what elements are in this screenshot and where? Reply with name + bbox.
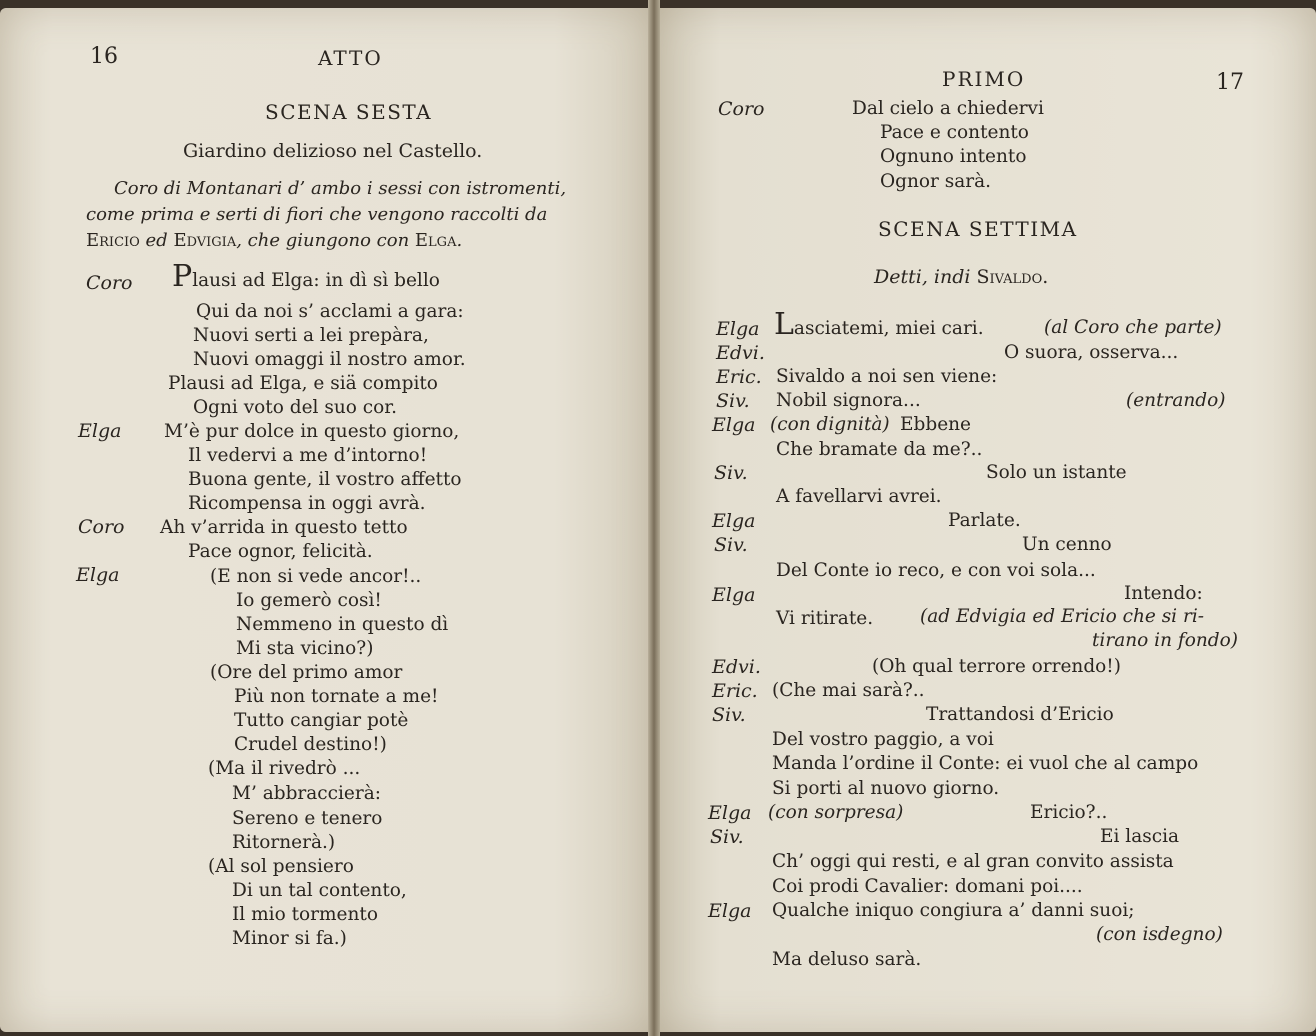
- speaker-siv: Siv.: [716, 390, 750, 412]
- speaker-elga: Elga: [78, 420, 122, 442]
- verse-line: Plausi ad Elga, e siä compito: [168, 373, 438, 394]
- verse-line: (Ore del primo amor: [210, 662, 403, 683]
- verse-text: lausi ad Elga: in dì sì bello: [192, 270, 440, 291]
- stage-direction: (entrando): [1126, 390, 1226, 411]
- verse-line: Di un tal contento,: [232, 880, 407, 901]
- verse-line: Ognor sarà.: [880, 171, 992, 192]
- speaker-siv: Siv.: [714, 534, 748, 556]
- verse-line: Nuovi serti a lei prepàra,: [193, 325, 429, 346]
- scene-setting: Giardino delizioso nel Castello.: [183, 140, 483, 162]
- stage-direction: (con dignità): [770, 414, 890, 435]
- drop-cap: L: [774, 307, 794, 342]
- speaker-elga: Elga: [712, 510, 756, 532]
- verse-line: Nemmeno in questo dì: [236, 614, 449, 635]
- verse-line: Ogni voto del suo cor.: [193, 397, 397, 418]
- right-page-number: 17: [1216, 70, 1244, 95]
- verse-line: Manda l’ordine il Conte: ei vuol che al campo: [772, 753, 1199, 774]
- speaker-siv: Siv.: [714, 462, 748, 484]
- book-gutter: [648, 0, 660, 1036]
- verse-line: Ricompensa in oggi avrà.: [188, 493, 426, 514]
- verse-line: Un cenno: [1022, 534, 1112, 555]
- stage-name-ericio: Ericio: [86, 230, 140, 251]
- verse-line: Buona gente, il vostro affetto: [188, 469, 462, 490]
- stage-name-elga: Elga: [414, 230, 457, 251]
- verse-line: (Oh qual terrore orrendo!): [872, 656, 1121, 677]
- stage-direction-che-giungono: , che giungono con: [236, 230, 415, 251]
- speaker-coro: Coro: [718, 98, 765, 120]
- verse-line: Più non tornate a me!: [234, 686, 439, 707]
- speaker-coro: Coro: [86, 272, 133, 294]
- stage-direction-line1: Coro di Montanari d’ ambo i sessi con istromenti,: [114, 178, 567, 199]
- verse-line: A favellarvi avrei.: [776, 486, 942, 507]
- speaker-elga: Elga: [712, 584, 756, 606]
- stage-direction-period: .: [456, 230, 463, 251]
- verse-line: [172, 259, 440, 294]
- speaker-eric: Eric.: [712, 680, 758, 702]
- left-page-number: 16: [90, 44, 118, 69]
- stage-direction: (con isdegno): [1096, 924, 1223, 945]
- stage-direction-line2: come prima e serti di fiori che vengono raccolti da: [86, 204, 548, 225]
- verse-line: Ch’ oggi qui resti, e al gran convito assista: [772, 851, 1174, 872]
- verse-line: (E non si vede ancor!..: [210, 566, 422, 587]
- verse-line: (Ma il rivedrò ...: [208, 758, 361, 779]
- verse-text: asciatemi, miei cari.: [793, 318, 984, 339]
- verse-line: Intendo:: [1124, 583, 1203, 604]
- verse-line: Ritornerà.): [232, 832, 336, 853]
- verse-line: Pace e contento: [880, 122, 1029, 143]
- drop-cap: P: [172, 259, 193, 294]
- verse-line: Ebbene: [900, 414, 972, 435]
- verse-line: Pace ognor, felicità.: [188, 541, 373, 562]
- verse-line: Il vedervi a me d’intorno!: [188, 445, 428, 466]
- stage-name-edvigia: Edvigia: [173, 230, 237, 251]
- verse-line: (Che mai sarà?..: [772, 680, 925, 701]
- stage-direction: tirano in fondo): [1092, 630, 1238, 651]
- speaker-siv: Siv.: [712, 704, 746, 726]
- verse-line: Del vostro paggio, a voi: [772, 729, 994, 750]
- stage-direction: (con sorpresa): [768, 802, 904, 823]
- verse-line: Ericio?..: [1030, 802, 1108, 823]
- verse-line: Coi prodi Cavalier: domani poi....: [772, 876, 1083, 897]
- verse-line: Ma deluso sarà.: [772, 949, 922, 970]
- verse-line: Sivaldo a noi sen viene:: [776, 366, 998, 387]
- scene-title-settima: SCENA SETTIMA: [878, 217, 1078, 241]
- scene-title-sesta: SCENA SESTA: [265, 100, 433, 124]
- verse-line: Crudel destino!): [234, 734, 387, 755]
- cast-period: .: [1042, 266, 1049, 288]
- verse-line: M’è pur dolce in questo giorno,: [164, 421, 460, 442]
- speaker-elga: Elga: [76, 564, 120, 586]
- verse-line: [774, 307, 984, 342]
- verse-line: Tutto cangiar potè: [234, 710, 409, 731]
- verse-line: Che bramate da me?..: [776, 439, 983, 460]
- verse-line: Nuovi omaggi il nostro amor.: [193, 349, 466, 370]
- verse-line: (Al sol pensiero: [208, 856, 354, 877]
- verse-line: Del Conte io reco, e con voi sola...: [776, 560, 1096, 581]
- verse-line: Dal cielo a chiedervi: [852, 98, 1044, 119]
- verse-line: Vi ritirate.: [776, 608, 874, 629]
- speaker-coro: Coro: [78, 516, 125, 538]
- stage-direction: (al Coro che parte): [1044, 317, 1222, 338]
- verse-line: Il mio tormento: [232, 904, 378, 925]
- verse-line: Nobil signora...: [776, 390, 921, 411]
- cast-detti: Detti, indi: [874, 266, 977, 288]
- verse-line: Ah v’arrida in questo tetto: [160, 517, 408, 538]
- verse-line: Qui da noi s’ acclami a gara:: [196, 301, 464, 322]
- verse-line: Parlate.: [948, 510, 1021, 531]
- speaker-edvi: Edvi.: [716, 342, 765, 364]
- right-running-head: PRIMO: [942, 67, 1026, 91]
- verse-line: Solo un istante: [986, 462, 1127, 483]
- speaker-elga: Elga: [716, 318, 760, 340]
- speaker-edvi: Edvi.: [712, 656, 761, 678]
- speaker-siv: Siv.: [710, 826, 744, 848]
- verse-line: Io gemerò così!: [236, 590, 382, 611]
- verse-line: M’ abbraccierà:: [232, 783, 381, 804]
- verse-line: Minor si fa.): [232, 928, 347, 949]
- verse-line: O suora, osserva...: [1004, 342, 1179, 363]
- speaker-elga: Elga: [708, 802, 752, 824]
- verse-line: Ognuno intento: [880, 146, 1027, 167]
- stage-direction-line3: [86, 230, 462, 251]
- verse-line: Qualche iniquo congiura a’ danni suoi;: [772, 900, 1135, 921]
- left-running-head: ATTO: [318, 46, 383, 70]
- speaker-eric: Eric.: [716, 366, 762, 388]
- verse-line: Trattandosi d’Ericio: [926, 704, 1114, 725]
- verse-line: Sereno e tenero: [232, 808, 383, 829]
- scene-cast: [874, 266, 1048, 288]
- speaker-elga: Elga: [708, 900, 752, 922]
- verse-line: Si porti al nuovo giorno.: [772, 778, 1000, 799]
- speaker-elga: Elga: [712, 414, 756, 436]
- stage-direction-ed: ed: [139, 230, 174, 251]
- cast-sivaldo: Sivaldo: [976, 266, 1043, 288]
- stage-direction: (ad Edvigia ed Ericio che si ri-: [920, 606, 1204, 627]
- verse-line: Mi sta vicino?): [236, 638, 374, 659]
- verse-line: Ei lascia: [1100, 826, 1180, 847]
